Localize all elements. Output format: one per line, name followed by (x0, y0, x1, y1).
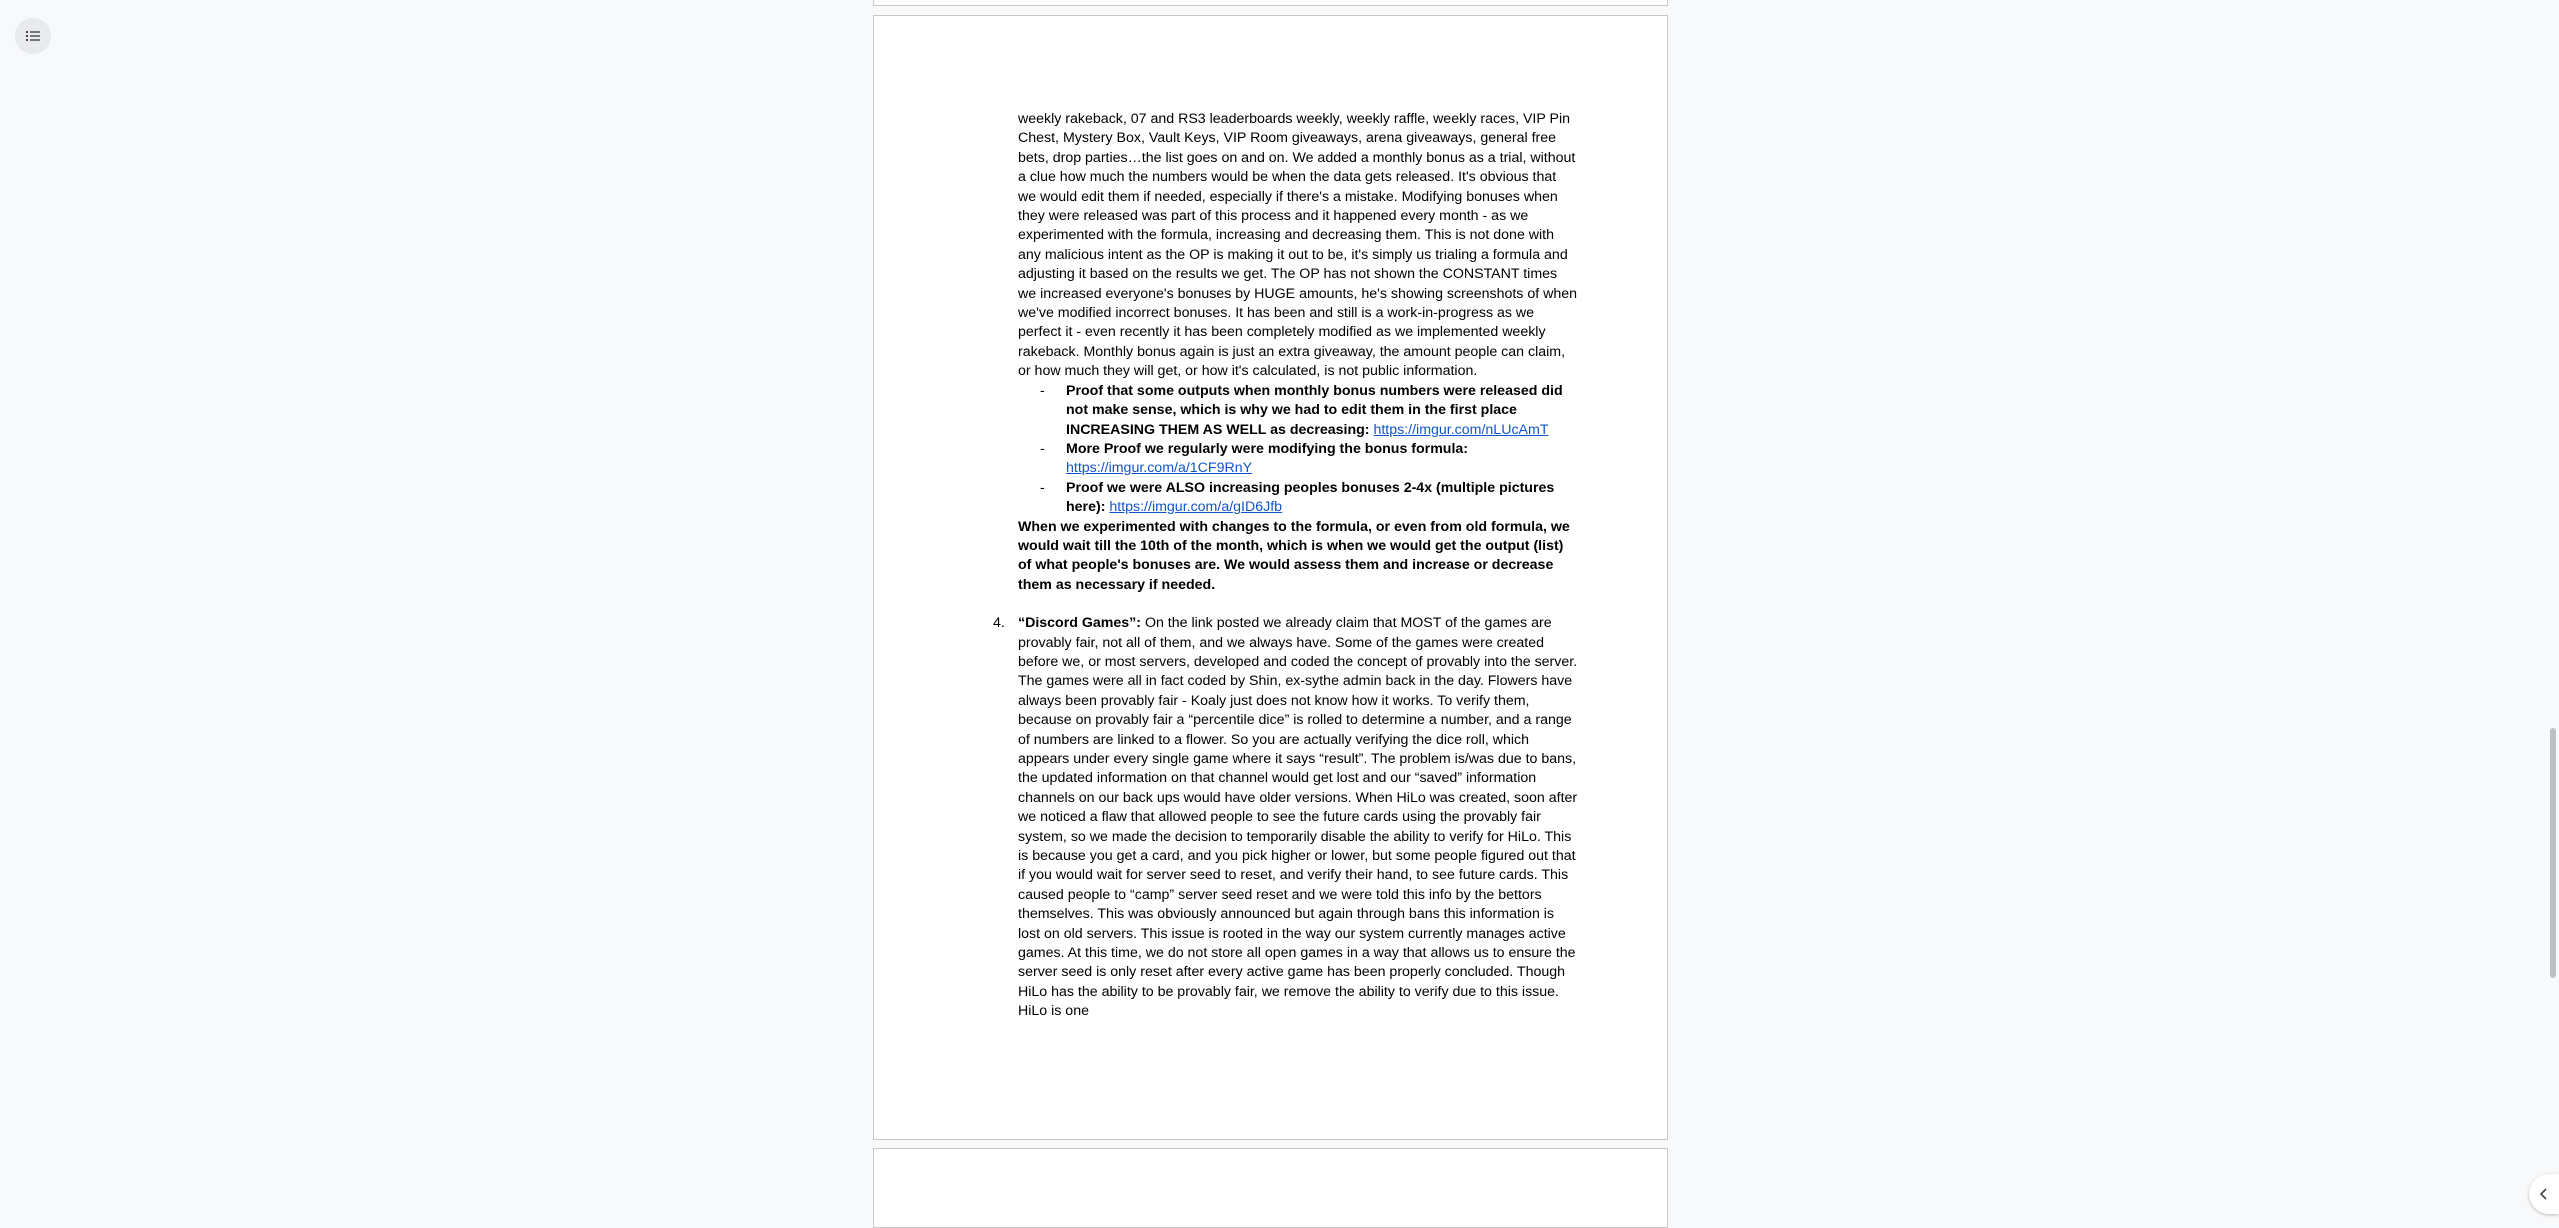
bullet-item-3 (1018, 479, 1578, 518)
next-page (873, 1148, 1668, 1228)
bullet-dash: - (1040, 440, 1045, 457)
imgur-link-2[interactable]: https://imgur.com/a/1CF9RnY (1066, 460, 1253, 477)
bullet-dash: - (1040, 479, 1045, 496)
bullet-item-2 (1018, 440, 1578, 479)
imgur-link-1[interactable]: https://imgur.com/nLUcAmT (1373, 421, 1549, 438)
item-number: 4. (993, 615, 1005, 632)
bullet-item-1 (1018, 382, 1578, 440)
side-panel-toggle[interactable] (2529, 1174, 2559, 1214)
scrollbar-thumb[interactable] (2550, 728, 2556, 978)
imgur-link-3[interactable]: https://imgur.com/a/gID6Jfb (1109, 499, 1283, 516)
bold-paragraph: When we experimented with changes to the formula, or even from old formula, we would wait till the 10th of the month, which is when we would get the output (list) of what people's bonuses are. We would assess them and increase or decrease them as necessary if needed. (1018, 518, 1570, 593)
vertical-scrollbar[interactable] (2545, 0, 2559, 1214)
bullet-text: Proof that some outputs when monthly bonus numbers were released did not make sense, which is why we had to edit them in the first place INCREASING THEM AS WELL as decreasing: (1066, 382, 1563, 438)
document-outline-button[interactable] (15, 18, 51, 54)
intro-paragraph: weekly rakeback, 07 and RS3 leaderboards weekly, weekly raffle, weekly races, VIP Pin Chest, Mystery Box, Vault Keys, VIP Room giveaways, arena giveaways, general free bets, drop parties…the list goes on and on. We added a monthly bonus as a trial, without a clue how much the numbers would be when the data gets released. It's obvious that we would edit them if needed, especially if there's a mistake. Modifying bonuses when they were released was part of this process and it happened every month - as we experimented with the formula, increasing and decreasing them. This is not done with any malicious intent as the OP is making it out to be, it's simply us trialing a formula and adjusting it based on the results we get. The OP has not shown the CONSTANT times we increased everyone's bonuses by HUGE amounts, he's showing screenshots of when we've modified incorrect bonuses. It has been and still is a work-in-progress as we perfect it - even recently it has been completely modified as we implemented weekly rakeback. Monthly bonus again is just an extra giveaway, the amount people can claim, or how much they will get, or how it's calculated, is not public information. (1018, 111, 1578, 380)
paragraph-spacer (1018, 595, 1578, 614)
item-heading: “Discord Games”: (1018, 615, 1141, 632)
item-body: On the link posted we already claim that MOST of the games are provably fair, not all of them, and we always have. Some of the games were created before we, or most servers, developed and coded the concept of provably into the server. The games were all in fact coded by Shin, ex-sythe admin back in the day. Flowers have always been provably fair - Koaly just does not know how it works. To verify them, because on provably fair a “percentile dice” is rolled to determine a number, and a range of numbers are linked to a flower. So you are actually verifying the dice roll, which appears under every single game where it says “result”. The problem is/was due to bans, the updated information on that channel would get lost and our “saved” information channels on our back ups would have older versions. When HiLo was created, soon after we noticed a flaw that allowed people to see the future cards using the provably fair system, so we made the decision to temporarily disable the ability to verify for HiLo. This is because you get a card, and you pick higher or lower, but some people figured out that if you would wait for server seed to reset, and verify their hand, to see future cards. This caused people to “camp” server seed reset and we were told this info by the bettors themselves. This was obviously announced but again through bans this information is lost on old servers. This issue is rooted in the way our system currently manages active games. At this time, we do not store all open games in a way that allows us to ensure the server seed is only reset after every active game has been properly concluded. Though HiLo has the ability to be provably fair, we remove the ability to verify due to this issue. HiLo is one (1018, 615, 1578, 1020)
bullet-dash: - (1040, 382, 1045, 399)
document-page (873, 15, 1668, 1140)
page-content (993, 110, 1578, 1022)
numbered-item-4 (993, 614, 1578, 1022)
previous-page (873, 0, 1668, 6)
proof-bullet-list (1018, 382, 1578, 518)
bullet-text: More Proof we regularly were modifying the bonus formula: (1066, 440, 1469, 457)
chevron-left-icon (2539, 1188, 2549, 1200)
list-outline-icon (26, 30, 40, 42)
bullet-text: Proof we were ALSO increasing peoples bonuses 2-4x (multiple pictures here): (1066, 479, 1555, 516)
